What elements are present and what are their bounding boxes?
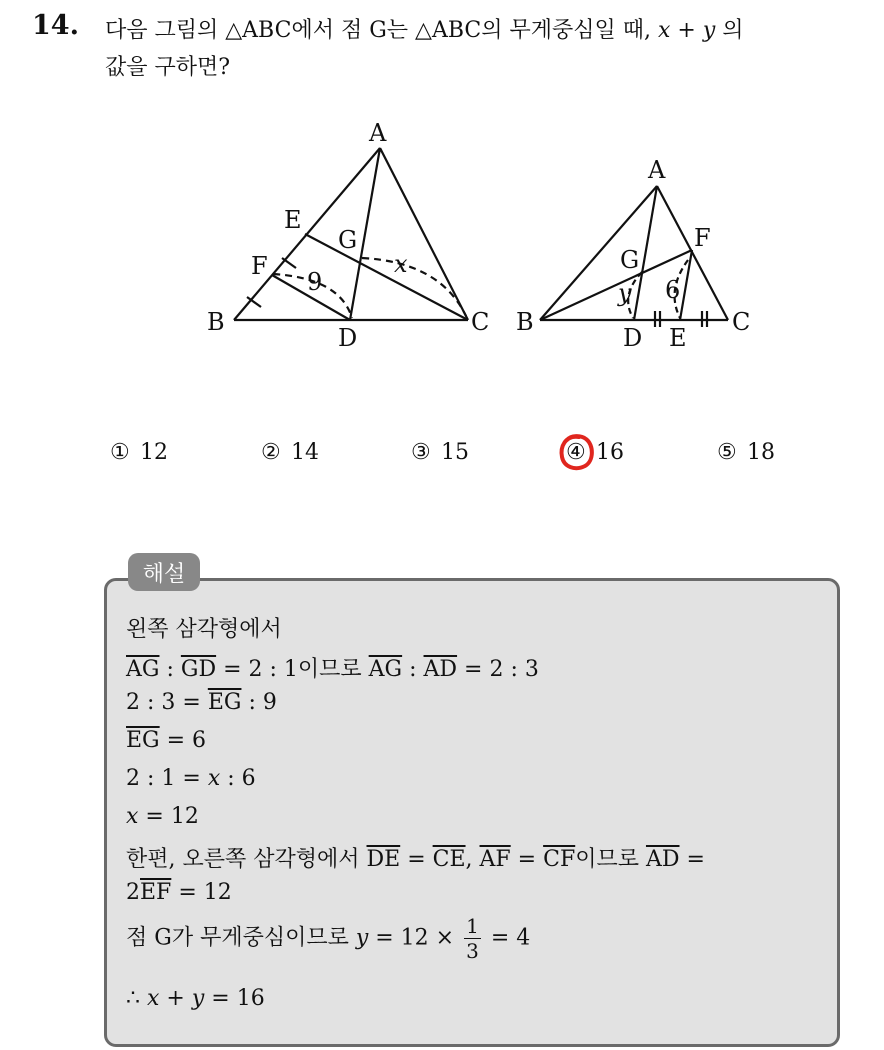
label-nine: 9	[307, 268, 323, 296]
segment-fe-r	[680, 250, 692, 320]
solution-tag: 해설	[128, 553, 200, 591]
question-line-1: 다음 그림의 △ABC에서 점 G는 △ABC의 무게중심일 때, x + y 의	[105, 18, 744, 43]
side-ac	[380, 148, 468, 320]
sol-line-5: 2 : 1 = x : 6	[126, 766, 256, 791]
label-d-r: D	[623, 324, 643, 352]
sol-line-6: x = 12	[126, 804, 199, 829]
label-g-r: G	[620, 246, 640, 274]
label-e: E	[284, 206, 302, 234]
geometry-figure	[0, 0, 884, 420]
label-b-r: B	[516, 308, 534, 336]
solution-box	[104, 578, 840, 1047]
label-d: D	[338, 324, 358, 352]
label-a: A	[369, 119, 387, 147]
tick-1	[282, 258, 296, 268]
sol-line-9: 점 G가 무게중심이므로 y = 12 × $\frac{1}{3}$ = 4	[126, 914, 531, 963]
label-e-r: E	[669, 324, 687, 352]
sol-line-1: 왼쪽 삼각형에서	[126, 617, 282, 642]
question-number: 14.	[32, 10, 79, 41]
sol-line-10: ∴ x + y = 16	[126, 986, 265, 1011]
choice-4[interactable]: ④ 16	[566, 440, 624, 465]
question-line-2: 값을 구하면?	[105, 55, 231, 80]
fraction-one-third: $\frac{1}{3}$	[466, 914, 479, 963]
label-y-r: y	[618, 279, 632, 307]
sol-line-3: 2 : $3 = \overline{EG}$ : 9	[126, 690, 277, 715]
label-f-r: F	[694, 224, 711, 252]
choice-5[interactable]: ⑤ 18	[717, 440, 775, 465]
sol-line-4: $\overline{EG} = 6$	[126, 728, 207, 753]
side-ab-r	[540, 186, 657, 320]
sol-line-8: $2\overline{EF} = 12$	[126, 880, 232, 905]
sol-line-2: $\overline{AG}$ : $\overline{GD} = 2$ : 1이므로 $\overline{AG}$ : $\overline{AD} = 2$ : 3	[126, 657, 539, 682]
sol-line-7: 한편, 오른쪽 삼각형에서 $\overline{DE} = \overline{CE}$, $\overline{AF} = \overline{CF}$이므로 $\overline{AD}$ =	[126, 847, 705, 872]
label-f: F	[251, 252, 268, 280]
label-c-r: C	[732, 308, 751, 336]
label-c: C	[471, 308, 490, 336]
label-b: B	[207, 308, 225, 336]
label-a-r: A	[648, 156, 666, 184]
choice-1[interactable]: ① 12	[110, 440, 168, 465]
label-six-r: 6	[665, 276, 681, 304]
label-g: G	[338, 226, 358, 254]
label-x: x	[394, 250, 408, 278]
selected-answer-circle	[557, 431, 597, 475]
choice-3[interactable]: ③ 15	[411, 440, 469, 465]
choice-2[interactable]: ② 14	[261, 440, 319, 465]
answer-choices	[0, 440, 884, 474]
